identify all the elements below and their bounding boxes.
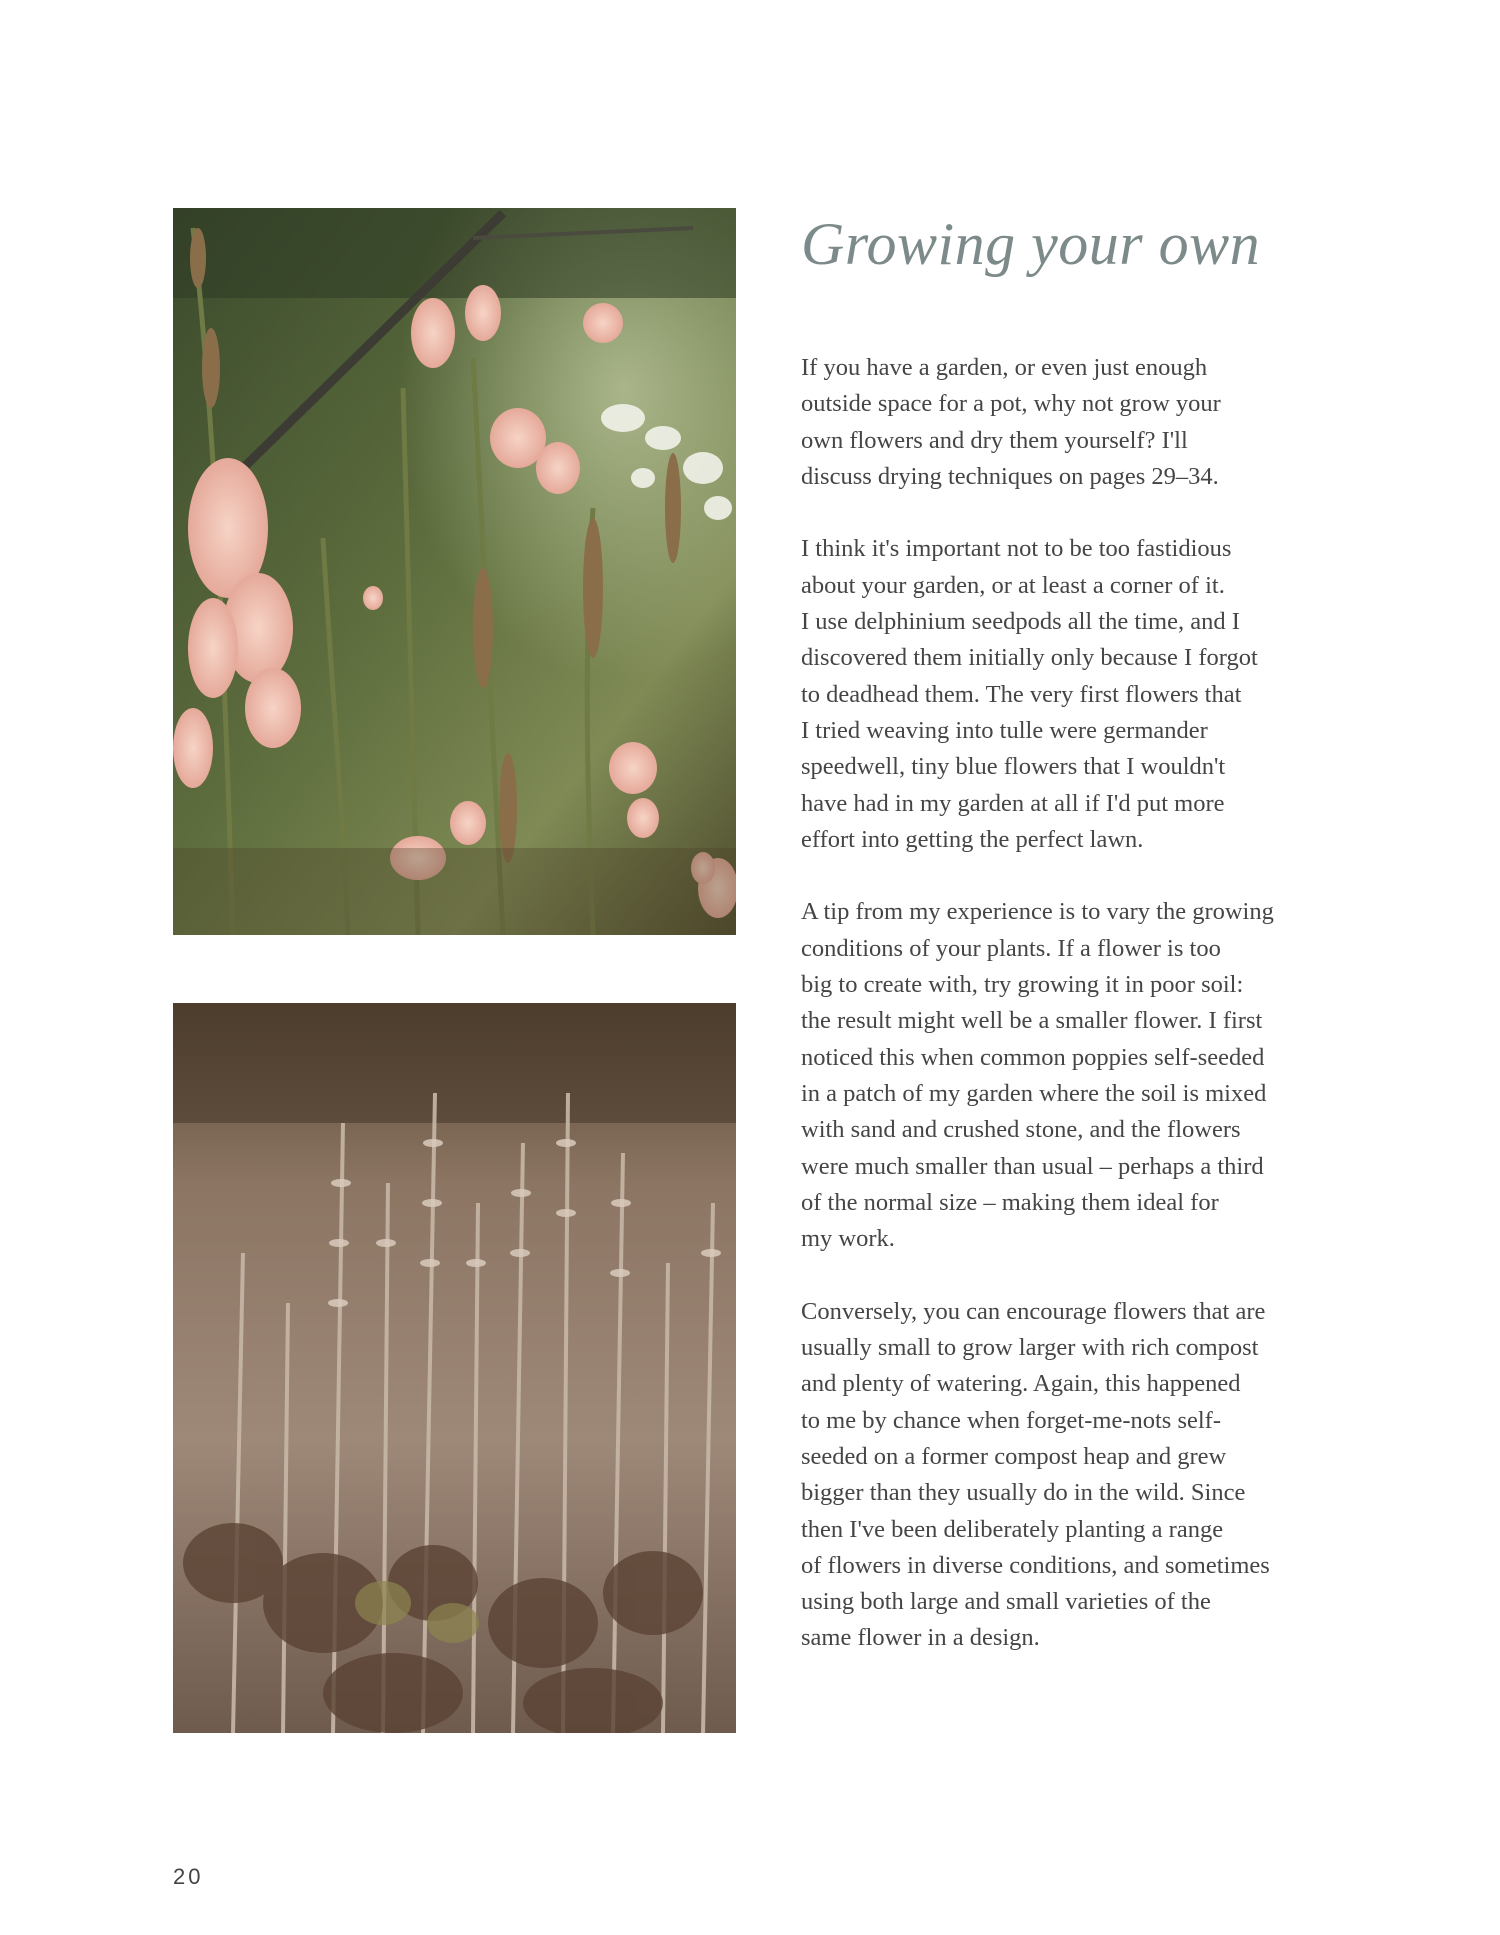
paragraph-tip — [801, 894, 1401, 1257]
text-line: seeded on a former compost heap and grew — [801, 1442, 1227, 1470]
text-line: conditions of your plants. If a flower is too — [801, 934, 1221, 962]
text-line: with sand and crushed stone, and the flowers — [801, 1116, 1241, 1144]
text-line: Conversely, you can encourage flowers that are — [801, 1297, 1266, 1325]
text-line: I think it's important not to be too fastidious — [801, 535, 1232, 563]
text-line: of the normal size – making them ideal for — [801, 1188, 1219, 1216]
text-line: own flowers and dry them yourself? I'll — [801, 426, 1188, 454]
text-line: same flower in a design. — [801, 1624, 1040, 1652]
text-line: noticed this when common poppies self-seeded — [801, 1043, 1265, 1071]
text-line: to deadhead them. The very first flowers that — [801, 680, 1242, 708]
text-line: effort into getting the perfect lawn. — [801, 825, 1144, 853]
text-line: of flowers in diverse conditions, and sometimes — [801, 1551, 1270, 1579]
text-line: A tip from my experience is to vary the growing — [801, 898, 1274, 926]
text-line: I use delphinium seedpods all the time, and I — [801, 608, 1240, 636]
text-line: usually small to grow larger with rich compost — [801, 1334, 1259, 1362]
seedhead-photo — [173, 1003, 736, 1733]
text-line: my work. — [801, 1225, 895, 1253]
text-line: discovered them initially only because I forgot — [801, 644, 1258, 672]
text-line: the result might well be a smaller flower. I first — [801, 1007, 1263, 1035]
body-text — [801, 350, 1401, 1693]
text-line: speedwell, tiny blue flowers that I wouldn't — [801, 753, 1226, 781]
paragraph-intro — [801, 350, 1401, 495]
text-line: and plenty of watering. Again, this happened — [801, 1370, 1241, 1398]
text-line: were much smaller than usual – perhaps a third — [801, 1152, 1264, 1180]
page-number: 20 — [173, 1864, 204, 1889]
text-line: big to create with, try growing it in poor soil: — [801, 971, 1244, 999]
text-line: bigger than they usually do in the wild. Since — [801, 1479, 1246, 1507]
paragraph-conversely — [801, 1294, 1401, 1657]
text-line: about your garden, or at least a corner of it. — [801, 571, 1225, 599]
text-line: I tried weaving into tulle were germander — [801, 716, 1208, 744]
section-heading: Growing your own — [801, 211, 1261, 277]
text-line: to me by chance when forget-me-nots self- — [801, 1406, 1221, 1434]
text-line: using both large and small varieties of the — [801, 1588, 1211, 1616]
snapdragon-photo — [173, 208, 736, 935]
text-line: discuss drying techniques on pages 29–34. — [801, 462, 1219, 490]
text-line: in a patch of my garden where the soil is mixed — [801, 1079, 1267, 1107]
text-line: If you have a garden, or even just enough — [801, 354, 1208, 381]
text-line: outside space for a pot, why not grow your — [801, 390, 1221, 418]
paragraph-fastidious — [801, 531, 1401, 858]
text-line: then I've been deliberately planting a range — [801, 1515, 1224, 1543]
text-line: have had in my garden at all if I'd put more — [801, 789, 1225, 817]
